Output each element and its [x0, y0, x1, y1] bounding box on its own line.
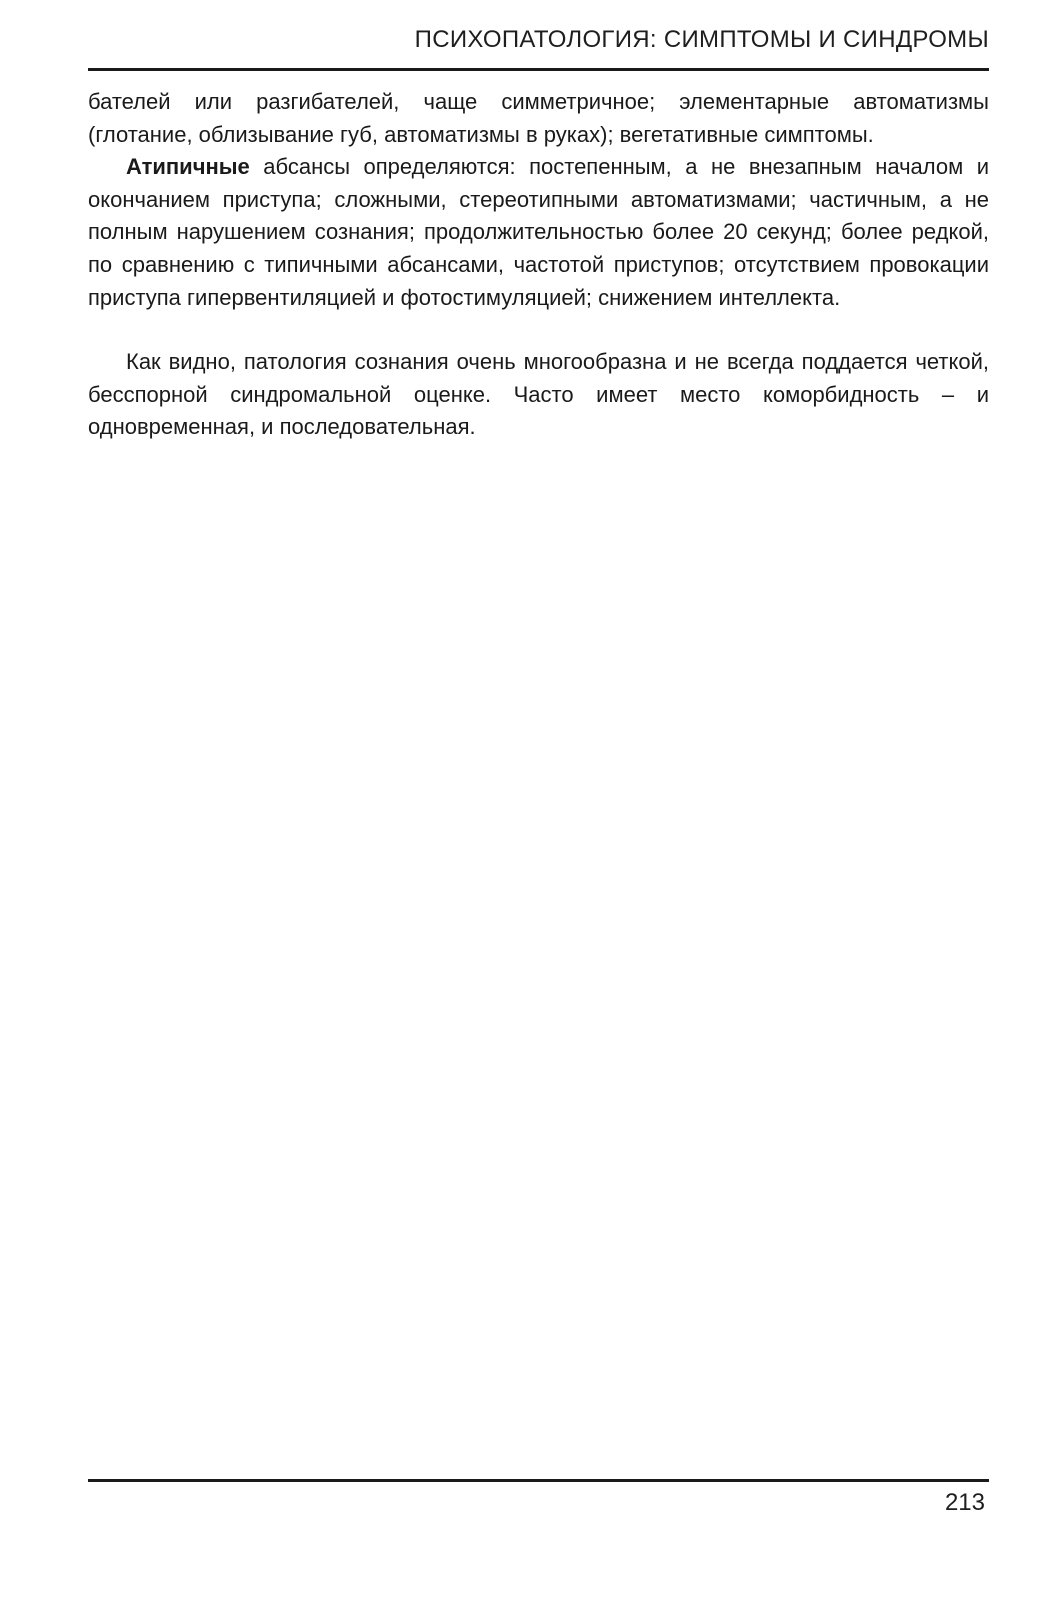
- running-header: ПСИХОПАТОЛОГИЯ: СИМПТОМЫ И СИНДРОМЫ: [414, 26, 989, 53]
- paragraph-atypical: [88, 151, 989, 314]
- paragraph-continued: бателей или разгибателей, чаще симметричное; элементарные автоматизмы (глотание, облизывание губ, автоматизмы в руках); вегетативные симптомы.: [88, 89, 989, 147]
- header-rule: [88, 68, 989, 71]
- footer-rule: [88, 1479, 989, 1482]
- paragraph-conclusion: Как видно, патология сознания очень многообразна и не всегда поддается четкой, бесспорной синдромальной оценке. Часто имеет место коморбидность – и одновременная, и последовательная.: [88, 349, 989, 440]
- term-atypical: Атипичные: [126, 154, 250, 180]
- page-body: [88, 86, 989, 444]
- page-number: 213: [944, 1489, 985, 1516]
- paragraph-atypical-text: абсансы определяются: постепенным, а не внезапным началом и окончанием приступа; сложными, стереотипными автоматизмами; частичным, а не полным нарушением сознания; продолжительностью более 20 секунд; более редкой, по сравнению с типичными абсансами, частотой приступов; отсутствием провокации приступа гипервентиляцией и фотостимуляцией; снижением интеллекта.: [88, 154, 989, 310]
